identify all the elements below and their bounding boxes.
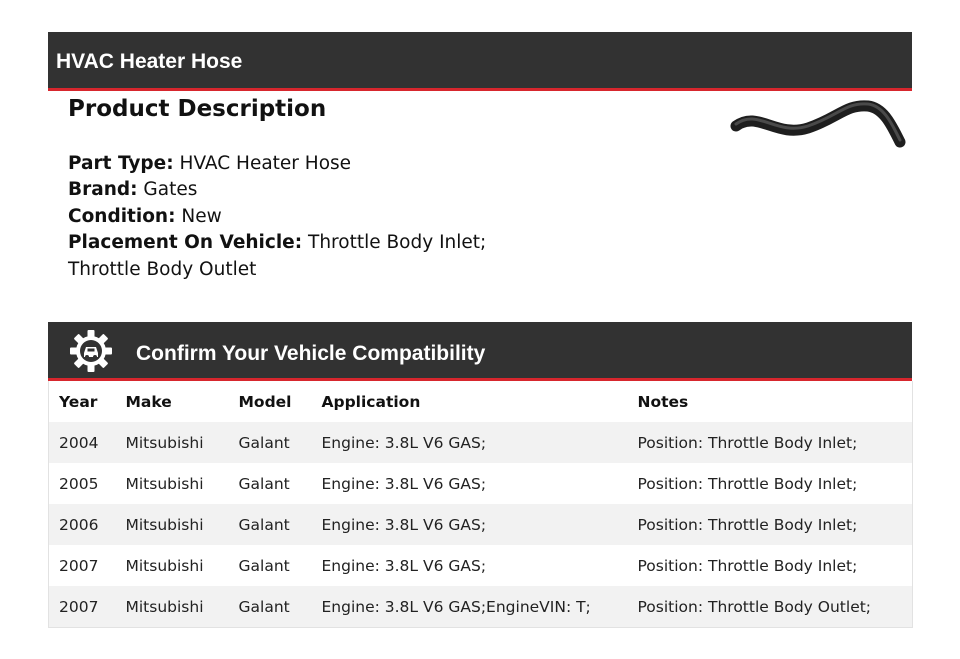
column-header-make: Make [116, 381, 229, 422]
compatibility-table [48, 381, 913, 628]
table-header-row [49, 381, 913, 422]
cell-application: Engine: 3.8L V6 GAS; [312, 422, 628, 463]
product-title: HVAC Heater Hose [56, 50, 243, 73]
cell-year: 2005 [49, 463, 116, 504]
cell-notes: Position: Throttle Body Inlet; [628, 545, 913, 586]
cell-application: Engine: 3.8L V6 GAS;EngineVIN: T; [312, 586, 628, 628]
cell-application: Engine: 3.8L V6 GAS; [312, 463, 628, 504]
spec-list [68, 151, 488, 283]
cell-make: Mitsubishi [116, 586, 229, 628]
column-header-year: Year [49, 381, 116, 422]
product-header-bar [48, 32, 912, 91]
cell-year: 2004 [49, 422, 116, 463]
cell-make: Mitsubishi [116, 545, 229, 586]
cell-make: Mitsubishi [116, 463, 229, 504]
cell-year: 2006 [49, 504, 116, 545]
cell-notes: Position: Throttle Body Inlet; [628, 422, 913, 463]
spec-condition [68, 204, 488, 230]
table-row [49, 504, 913, 545]
spec-value: New [181, 205, 222, 227]
cell-model: Galant [229, 586, 312, 628]
compatibility-header-bar [48, 322, 912, 381]
spec-placement [68, 230, 488, 283]
cell-model: Galant [229, 463, 312, 504]
column-header-notes: Notes [628, 381, 913, 422]
column-header-model: Model [229, 381, 312, 422]
spec-part-type [68, 151, 488, 177]
cell-notes: Position: Throttle Body Inlet; [628, 463, 913, 504]
cell-application: Engine: 3.8L V6 GAS; [312, 504, 628, 545]
spec-value: HVAC Heater Hose [179, 153, 352, 174]
cell-notes: Position: Throttle Body Inlet; [628, 504, 913, 545]
spec-label: Part Type: [68, 153, 174, 174]
cell-year: 2007 [49, 545, 116, 586]
description-heading: Product Description [68, 96, 327, 122]
cell-year: 2007 [49, 586, 116, 628]
cell-make: Mitsubishi [116, 422, 229, 463]
spec-label: Placement On Vehicle: [68, 232, 303, 254]
cell-model: Galant [229, 504, 312, 545]
spec-label: Brand: [68, 179, 138, 201]
table-row [49, 545, 913, 586]
spec-label: Condition: [68, 205, 176, 227]
table-row [49, 463, 913, 504]
spec-value: Gates [143, 179, 198, 201]
compatibility-title: Confirm Your Vehicle Compatibility [136, 342, 486, 365]
spec-value: Throttle Body Inlet; Throttle Body Outlet [68, 232, 487, 280]
cell-notes: Position: Throttle Body Outlet; [628, 586, 913, 628]
spec-brand [68, 177, 488, 203]
gear-car-icon [70, 330, 112, 372]
cell-model: Galant [229, 545, 312, 586]
cell-model: Galant [229, 422, 312, 463]
column-header-application: Application [312, 381, 628, 422]
table-row [49, 586, 913, 628]
cell-make: Mitsubishi [116, 504, 229, 545]
heater-hose-image [728, 96, 908, 156]
cell-application: Engine: 3.8L V6 GAS; [312, 545, 628, 586]
table-row [49, 422, 913, 463]
